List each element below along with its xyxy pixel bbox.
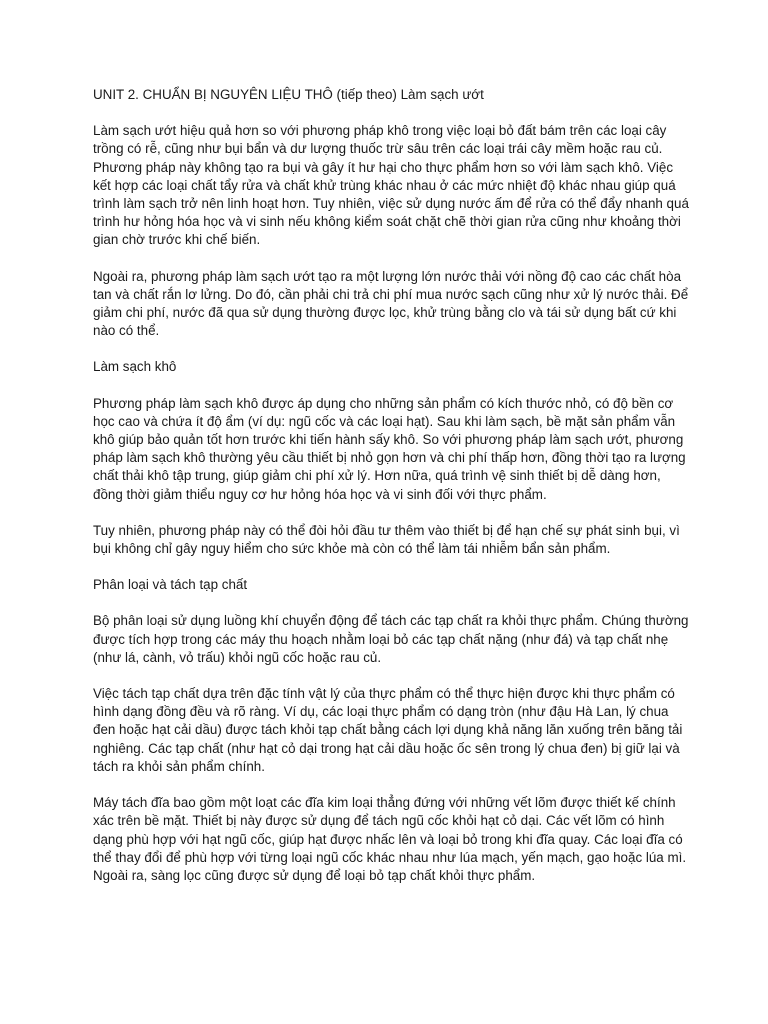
paragraph-physical-separation: Việc tách tạp chất dựa trên đặc tính vật lý của thực phẩm có thể thực hiện được khi thực phẩm có hình dạng đồng đều và rõ ràng. Ví dụ, các loại thực phẩm có dạng tròn (như đậu Hà Lan, lý chua đen hoặc hạt cải dầu) được tách khỏi tạp chất bằng cách lợi dụng khả năng lăn xuống trên băng tải nghiêng. Các tạp chất (như hạt cỏ dại trong hạt cải dầu hoặc ốc sên trong lý chua đen) bị giữ lại và tách ra khỏi sản phẩm chính. <box>93 686 683 774</box>
paragraph-disc-separator: Máy tách đĩa bao gồm một loạt các đĩa kim loại thẳng đứng với những vết lõm được thiết kế chính xác trên bề mặt. Thiết bị này được sử dụng để tách ngũ cốc khỏi hạt cỏ dại. Các vết lõm có hình dạng phù hợp với hạt ngũ cốc, giúp hạt được nhấc lên và loại bỏ trong khi đĩa quay. Các loại đĩa có thể thay đổi để phù hợp với từng loại ngũ cốc khác nhau như lúa mạch, yến mạch, gạo hoặc lúa mì. Ngoài ra, sàng lọc cũng được sử dụng để loại bỏ tạp chất khỏi thực phẩm. <box>93 795 687 883</box>
paragraph-wet-cleaning-intro: Làm sạch ướt hiệu quả hơn so với phương pháp khô trong việc loại bỏ đất bám trên các loại cây trồng có rễ, cũng như bụi bẩn và dư lượng thuốc trừ sâu trên các loại trái cây mềm hoặc rau củ. Phương pháp này không tạo ra bụi và gây ít hư hại cho thực phẩm hơn so với làm sạch khô. Việc kết hợp các loại chất tẩy rửa và chất khử trùng khác nhau ở các mức nhiệt độ khác nhau giúp quá trình làm sạch trở nên linh hoạt hơn. Tuy nhiên, việc sử dụng nước ấm để rửa có thể đẩy nhanh quá trình hư hỏng hóa học và vi sinh nếu không kiểm soát chặt chẽ thời gian rửa cũng như khoảng thời gian chờ trước khi chế biến. <box>93 123 689 248</box>
paragraph-dry-cleaning-dust: Tuy nhiên, phương pháp này có thể đòi hỏi đầu tư thêm vào thiết bị để hạn chế sự phát sinh bụi, vì bụi không chỉ gây nguy hiểm cho sức khỏe mà còn có thể làm tái nhiễm bẩn sản phẩm. <box>93 522 680 557</box>
paragraph-wet-cleaning-wastewater: Ngoài ra, phương pháp làm sạch ướt tạo ra một lượng lớn nước thải với nồng độ cao các chất hòa tan và chất rắn lơ lửng. Do đó, cần phải chi trả chi phí mua nước sạch cũng như xử lý nước thải. Để giảm chi phí, nước đã qua sử dụng thường được lọc, khử trùng bằng clo và tái sử dụng bất cứ khi nào có thể. <box>93 268 689 339</box>
paragraph-dry-cleaning-intro: Phương pháp làm sạch khô được áp dụng cho những sản phẩm có kích thước nhỏ, có độ bền cơ học cao và chứa ít độ ẩm (ví dụ: ngũ cốc và các loại hạt). Sau khi làm sạch, bề mặt sản phẩm vẫn khô giúp bảo quản tốt hơn trước khi tiến hành sấy khô. So với phương pháp làm sạch ướt, phương pháp làm sạch khô thường yêu cầu thiết bị nhỏ gọn hơn và chi phí thấp hơn, đồng thời tạo ra lượng chất thải khô tập trung, giúp giảm chi phí xử lý. Hơn nữa, quá trình vệ sinh thiết bị dễ dàng hơn, đồng thời giảm thiểu nguy cơ hư hỏng hóa học và vi sinh đối với thực phẩm. <box>93 395 686 502</box>
paragraph-air-classifier: Bộ phân loại sử dụng luồng khí chuyển động để tách các tạp chất ra khỏi thực phẩm. Chúng thường được tích hợp trong các máy thu hoạch nhằm loại bỏ các tạp chất nặng (như đá) và tạp chất nhẹ (như lá, cành, vỏ trấu) khỏi ngũ cốc hoặc rau củ. <box>93 613 689 665</box>
section-heading-dry-cleaning: Làm sạch khô <box>93 359 177 375</box>
document-page <box>93 86 693 903</box>
section-heading-sorting: Phân loại và tách tạp chất <box>93 577 248 593</box>
document-title: UNIT 2. CHUẨN BỊ NGUYÊN LIỆU THÔ (tiếp theo) Làm sạch ướt <box>93 87 484 102</box>
